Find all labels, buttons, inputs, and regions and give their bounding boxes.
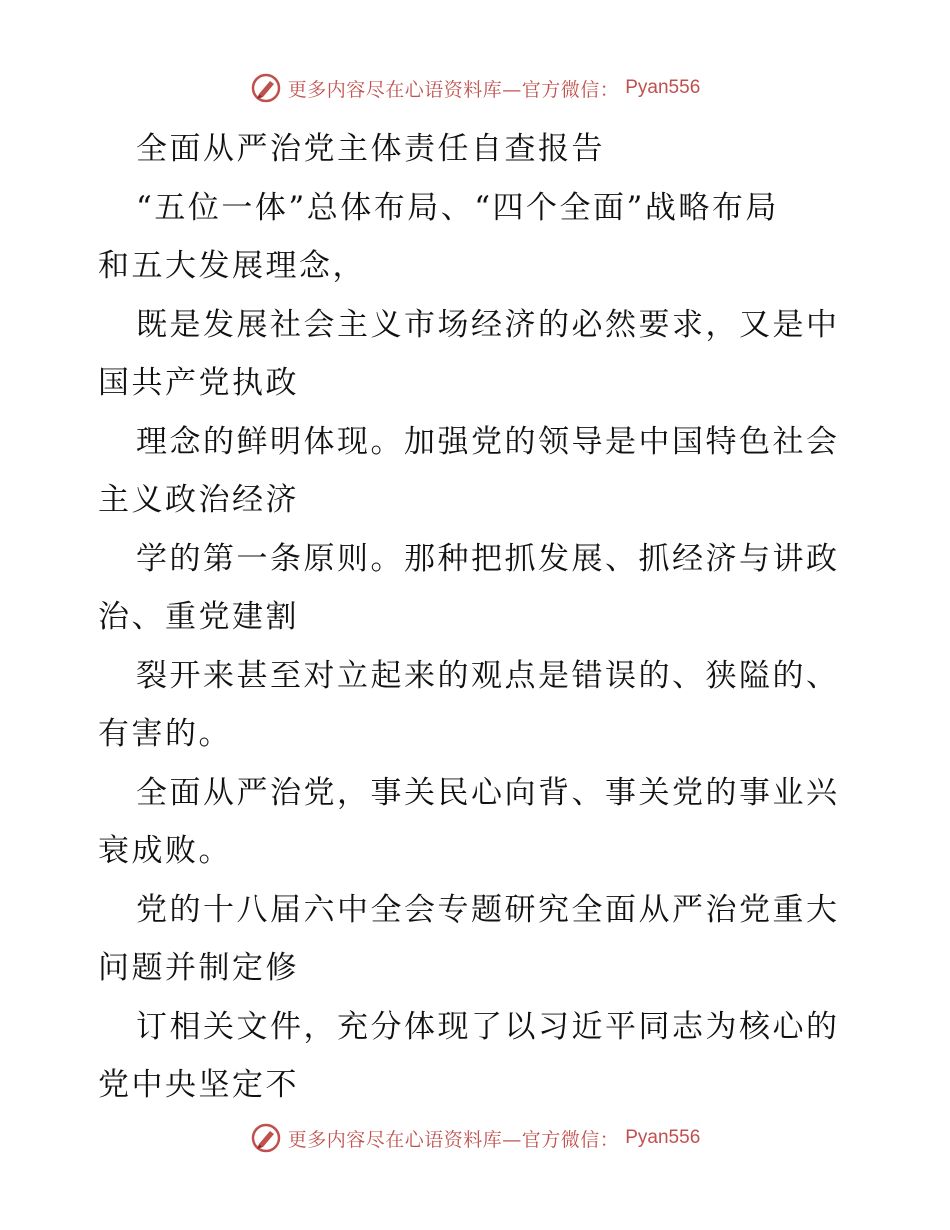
line: 主义政治经济 bbox=[98, 482, 299, 518]
line: 和五大发展理念， bbox=[98, 248, 366, 284]
line: 国共产党执政 bbox=[98, 365, 299, 401]
paragraph bbox=[98, 530, 858, 647]
pen-logo-icon bbox=[250, 72, 282, 104]
paragraph bbox=[98, 413, 858, 530]
line: 全面从严治党主体责任自查报告 bbox=[136, 131, 605, 167]
watermark-id: Pyan556 bbox=[625, 77, 701, 98]
line: 订相关文件，充分体现了以习近平同志为核心的 bbox=[136, 1008, 840, 1045]
line: 治、重党建割 bbox=[98, 599, 299, 635]
line: 问题并制定修 bbox=[98, 950, 299, 986]
line: 衰成败。 bbox=[98, 833, 232, 869]
paragraph bbox=[98, 179, 858, 296]
watermark-text: 更多内容尽在心语资料库—官方微信： bbox=[287, 1128, 620, 1151]
paragraph bbox=[98, 647, 858, 764]
line: 党的十八届六中全会专题研究全面从严治党重大 bbox=[136, 891, 840, 928]
document-body bbox=[98, 120, 858, 1115]
paragraph bbox=[98, 998, 858, 1115]
line: 有害的。 bbox=[98, 716, 232, 752]
footer-watermark bbox=[0, 1122, 950, 1154]
header-watermark bbox=[0, 72, 950, 104]
paragraph bbox=[98, 764, 858, 881]
paragraph bbox=[98, 881, 858, 998]
paragraph bbox=[98, 120, 858, 179]
line: 学的第一条原则。那种把抓发展、抓经济与讲政 bbox=[136, 540, 840, 577]
line: 既是发展社会主义市场经济的必然要求，又是中 bbox=[136, 306, 840, 343]
watermark-text: 更多内容尽在心语资料库—官方微信： bbox=[287, 78, 620, 101]
line: 理念的鲜明体现。加强党的领导是中国特色社会 bbox=[136, 423, 840, 460]
line: 裂开来甚至对立起来的观点是错误的、狭隘的、 bbox=[136, 657, 840, 694]
line: “五位一体”总体布局、“四个全面”战略布局 bbox=[136, 189, 779, 226]
watermark-id: Pyan556 bbox=[625, 1127, 701, 1148]
line: 党中央坚定不 bbox=[98, 1067, 299, 1103]
line: 全面从严治党，事关民心向背、事关党的事业兴 bbox=[136, 774, 840, 811]
pen-logo-icon bbox=[250, 1122, 282, 1154]
paragraph bbox=[98, 296, 858, 413]
